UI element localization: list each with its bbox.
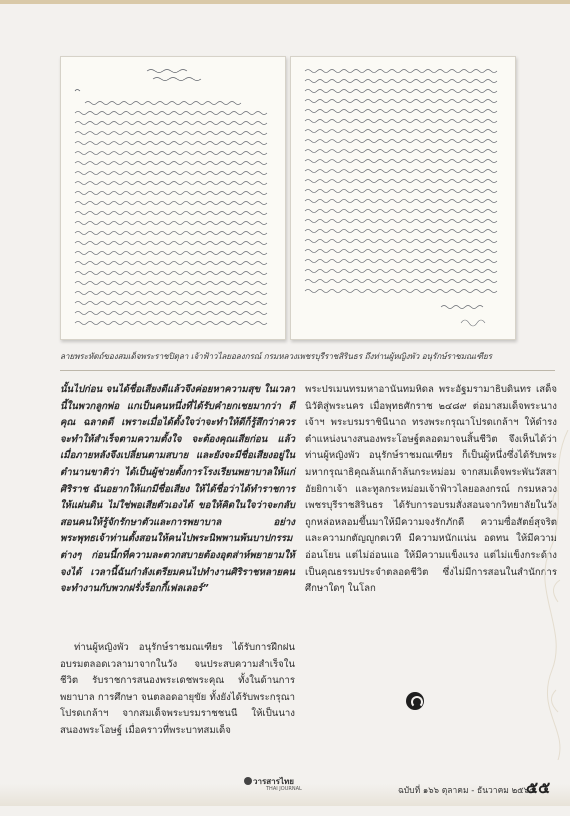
- top-border: [0, 0, 570, 4]
- body-column-right: [305, 382, 557, 598]
- section-end-icon: [406, 692, 424, 710]
- magazine-brand: วารสารไทย: [253, 777, 294, 786]
- handwriting-scan-1: [61, 57, 285, 339]
- body-paragraph: พระปรเมนทรมหาอานันทมหิดล พระอัฐมรามาธิบดินทร เสด็จนิวัติสู่พระนคร เมื่อพุทธศักราช ๒๔๘๙ ต่อมาสมเด็จพระนางเจ้าฯ พระบรมราชินีนาถ ทรงพระกรุณาโปรดเกล้าฯ ให้ดำรงตำแหน่งนางสนองพระโอษฐ์ตลอดมาจนสิ้นชีวิต จึงเห็นได้ว่า ท่านผู้หญิงพัว อนุรักษ์ราชมณเฑียร ก็เป็นผู้หนึ่งซึ่งได้รับพระมหากรุณาธิคุณล้นเกล้าล้นกระหม่อม จากสมเด็จพระพันวัสสาอัยยิกาเจ้า และทูลกระหม่อมเจ้าฟ้าวไลยอลงกรณ์ กรมหลวงเพชรบุรีราชสิรินธร ได้รับการอบรมสั่งสอนจากวิทยาลัยในวัง ถูกหล่อหลอมขึ้นมาให้มีความจงรักภักดี ความซื่อสัตย์สุจริต และความกตัญญูกตเวที มีความหนักแน่น อดทน ให้มีความอ่อนโยน แต่ไม่อ่อนแอ ให้มีความแข็งแรง แต่ไม่แข็งกระด้าง เป็นคุณธรรมประจำตลอดชีวิต ซึ่งไม่มีการสอนในสำนักการศึกษาใดๆ ในโลก: [305, 384, 557, 595]
- page-number: ๕๕: [526, 778, 551, 797]
- caption-divider: [60, 370, 555, 371]
- magazine-logo-icon: [244, 777, 252, 785]
- body-column-left: [60, 640, 295, 740]
- letter-quote-text: [60, 382, 295, 598]
- photo-caption: ลายพระหัตถ์ของสมเด็จพระราชปิตุลา เจ้าฟ้าวไลยอลงกรณ์ กรมหลวงเพชรบุรีราชสิรินธร ถึงท่านผู้หญิงพัว อนุรักษ์ราชมณเฑียร: [60, 351, 492, 361]
- issue-info: ฉบับที่ ๑๖๖ ตุลาคม - ธันวาคม ๒๕๖๕: [398, 786, 536, 796]
- quote-paragraph: นั้นไปก่อน จนได้ชื่อเสียงดีแล้วจึงค่อยหาความสุข ในเวลานี้ในพวกลูกพ่อ แกเป็นคนหนึ่งที่ได้รับคำยกเชยมากว่า ดีคุณ ฉลาดดี เพราะเมื่อได้ตั้งใจว่าจะทำให้ดีก็รู้สึกว่าควรจะทำให้สำเร็จตามความตั้งใจ จะต้องคุณเสียก่อน แล้วเมื่อภายหลังจึงเปลี่ยนตามสบาย และยังจะมีชื่อเสียงอยู่ในตำนานขาติว่า ได้เป็นผู้ช่วยตั้งการโรงเรียนพยาบาลให้แก่ศิริราช ฉันอยากให้แกมีชื่อเสียง ให้ได้ชื่อว่าได้ทำราชการให้แผ่นดิน ไม่ใช่พอเสียตัวเองได้ ขอให้คิดในใจว่าจะกลับสอนคนให้รู้จักรักษาตัวและการพยาบาล อย่างพระพุทธเจ้าท่านตั้งสอนให้คนไปพระนิพพานพ้นบาปกรรมต่างๆ ก่อนนี้กที่ความละตวกสบายต้องอุตส่าห์พยายามให้จงได้ เวลานี้ฉันกำลังเตรียมคนไปทำงานศิริราชหลายคนจะทำงานกับพวกฝรั่งร็อกกี้เฟลเลอร์”: [60, 384, 295, 595]
- letter-scan-page-2: [290, 56, 516, 340]
- body-paragraph: ท่านผู้หญิงพัว อนุรักษ์ราชมณเฑียร ได้รับการฝึกฝนอบรมตลอดเวลามาจากในวัง จนประสบความสำเร็จในชีวิต รับราชการสนองพระเดชพระคุณ ทั้งในด้านการพยาบาล การศึกษา จนตลอดอายุขัย ทั้งยังได้รับพระกรุณาโปรดเกล้าฯ จากสมเด็จพระบรมราชชนนี ให้เป็นนางสนองพระโอษฐ์ เมื่อคราวที่พระบาทสมเด็จ: [60, 642, 295, 736]
- letter-scan-page-1: [60, 56, 286, 340]
- magazine-brand-sub: THAI JOURNAL: [266, 786, 302, 792]
- floral-ornament-icon: [538, 430, 570, 760]
- handwriting-scan-2: [291, 57, 515, 339]
